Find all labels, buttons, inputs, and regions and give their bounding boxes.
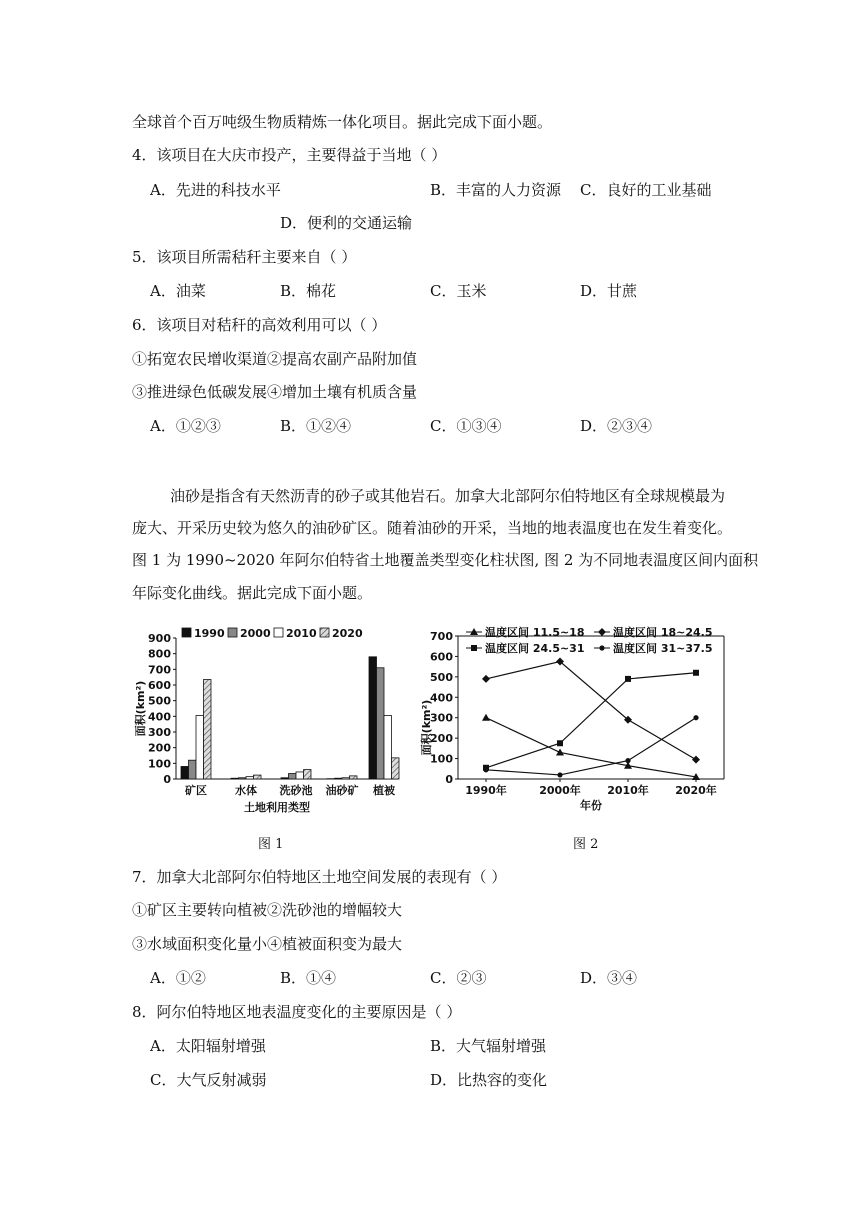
fig1-legend-label: 2020 — [332, 627, 363, 640]
fig2-point-3-1 — [557, 772, 562, 777]
q7-option-d[interactable]: D．③④ — [580, 969, 638, 987]
fig1-x-tick-label: 矿区 — [185, 784, 207, 797]
q7-statements-2: ③水域面积变化量小④植被面积变为最大 — [132, 935, 403, 953]
q8-option-d[interactable]: D．比热容的变化 — [430, 1071, 548, 1089]
fig1-legend-swatch-2000 — [228, 628, 237, 637]
fig2-series-line-1 — [486, 662, 696, 760]
fig2-legend-label: 温度区间 18~24.5 — [613, 626, 713, 639]
q4-option-c[interactable]: C．良好的工业基础 — [580, 181, 712, 199]
fig2-y-tick-label: 700 — [430, 630, 453, 643]
q4-option-b[interactable]: B．丰富的人力资源 — [430, 181, 562, 199]
fig2-y-label: 面积(km²) — [420, 699, 433, 756]
q8-option-b[interactable]: B．大气辐射增强 — [430, 1037, 547, 1055]
q6-option-a[interactable]: A．①②③ — [150, 417, 221, 435]
q4-option-d[interactable]: D．便利的交通运输 — [280, 214, 413, 232]
q4-stem: 4．该项目在大庆市投产，主要得益于当地（ ） — [132, 146, 447, 164]
fig1-bar-2020-4 — [392, 758, 400, 779]
passage-line-3: 图 1 为 1990~2020 年阿尔伯特省土地覆盖类型变化柱状图, 图 2 为不同地表温度区间内面积 — [132, 551, 759, 569]
fig2-point-2-1 — [557, 740, 563, 746]
q8-option-a[interactable]: A．太阳辐射增强 — [150, 1037, 266, 1055]
fig1-bar-1990-1 — [231, 778, 239, 779]
q6-stem: 6．该项目对秸秆的高效利用可以（ ） — [132, 316, 387, 334]
fig2-point-3-3 — [693, 715, 698, 720]
fig1-y-label: 面积(km²) — [134, 680, 147, 737]
fig2-x-label: 年份 — [580, 799, 602, 812]
fig2-y-tick-label: 100 — [430, 752, 453, 766]
fig2-point-0-0 — [482, 714, 490, 721]
fig1-legend-label: 2010 — [286, 627, 317, 640]
fig2-y-tick-label: 600 — [430, 650, 453, 664]
intro-tail: 全球首个百万吨级生物质精炼一体化项目。据此完成下面小题。 — [132, 113, 553, 131]
fig2-point-2-3 — [693, 670, 699, 676]
fig2-legend-label: 温度区间 11.5~18 — [485, 626, 585, 639]
q7-stem: 7．加拿大北部阿尔伯特地区土地空间发展的表现有（ ） — [132, 868, 507, 886]
q8-option-c[interactable]: C．大气反射减弱 — [150, 1071, 267, 1089]
fig2-series-line-3 — [486, 718, 696, 775]
fig1-bar-2000-2 — [289, 774, 297, 779]
fig2-legend-label: 温度区间 24.5~31 — [485, 642, 585, 655]
fig1-y-tick-label: 800 — [148, 647, 171, 661]
fig1-bar-2020-0 — [204, 680, 212, 779]
fig2-point-3-0 — [483, 767, 488, 772]
q6-option-c[interactable]: C．①③④ — [430, 417, 502, 435]
fig2-point-1-3 — [692, 756, 700, 764]
fig1-bar-2020-1 — [254, 775, 262, 779]
q6-option-b[interactable]: B．①②④ — [280, 417, 352, 435]
q5-option-c[interactable]: C．玉米 — [430, 282, 487, 300]
fig1-bar-2020-2 — [304, 770, 312, 779]
fig1-y-tick-label: 200 — [148, 741, 171, 755]
fig1-bar-2000-1 — [239, 778, 247, 779]
fig1-y-tick-label: 400 — [148, 710, 171, 724]
fig1-legend-swatch-1990 — [182, 628, 191, 637]
fig1-bar-2010-2 — [296, 772, 304, 779]
q7-option-a[interactable]: A．①② — [150, 969, 206, 987]
fig2-y-tick-label: 200 — [430, 732, 453, 746]
fig2-point-3-2 — [625, 758, 630, 763]
fig1-bar-2010-0 — [196, 716, 204, 779]
figure-1-bar-chart — [130, 622, 400, 822]
fig1-bar-1990-0 — [181, 766, 189, 779]
passage-line-2: 庞大、开采历史较为悠久的油砂矿区。随着油砂的开采，当地的地表温度也在发生着变化。 — [132, 519, 733, 537]
q7-option-b[interactable]: B．①④ — [280, 969, 337, 987]
fig1-legend-label: 2000 — [240, 627, 271, 640]
q7-statements-1: ①矿区主要转向植被②洗砂池的增幅较大 — [132, 901, 403, 919]
fig1-x-label: 土地利用类型 — [244, 801, 310, 814]
fig1-x-tick-label: 油砂矿 — [325, 784, 359, 797]
fig1-y-tick-label: 100 — [148, 757, 171, 771]
q5-option-b[interactable]: B．棉花 — [280, 282, 337, 300]
fig1-bar-1990-4 — [369, 657, 377, 779]
passage-line-1: 油砂是指含有天然沥青的砂子或其他岩石。加拿大北部阿尔伯特地区有全球规模最为 — [170, 487, 726, 505]
q5-stem: 5．该项目所需秸秆主要来自（ ） — [132, 248, 357, 266]
fig2-point-1-0 — [482, 675, 490, 683]
passage-line-4: 年际变化曲线。据此完成下面小题。 — [132, 584, 373, 602]
fig1-legend-swatch-2020 — [320, 628, 329, 637]
q6-statements-2: ③推进绿色低碳发展④增加土壤有机质含量 — [132, 383, 418, 401]
q6-option-d[interactable]: D．②③④ — [580, 417, 653, 435]
fig2-x-tick-label: 1990年 — [465, 784, 507, 797]
fig2-x-tick-label: 2000年 — [539, 784, 581, 797]
fig2-y-tick-label: 0 — [445, 773, 453, 786]
fig2-point-2-2 — [625, 676, 631, 682]
fig2-point-0-1 — [556, 748, 564, 755]
fig1-y-tick-label: 0 — [163, 773, 171, 786]
fig1-x-tick-label: 水体 — [235, 784, 257, 797]
fig1-legend-label: 1990 — [194, 627, 225, 640]
fig1-y-tick-label: 500 — [148, 694, 171, 708]
q6-statements-1: ①拓宽农民增收渠道②提高农副产品附加值 — [132, 350, 418, 368]
fig1-bar-2020-3 — [350, 776, 358, 779]
fig2-legend-marker-3 — [599, 645, 604, 650]
figure-1-caption: 图 1 — [258, 837, 284, 852]
fig2-y-tick-label: 300 — [430, 711, 453, 725]
q7-option-c[interactable]: C．②③ — [430, 969, 487, 987]
fig2-x-tick-label: 2010年 — [607, 784, 649, 797]
fig1-y-tick-label: 900 — [148, 632, 171, 645]
q8-stem: 8．阿尔伯特地区地表温度变化的主要原因是（ ） — [132, 1003, 462, 1021]
figure-2-line-chart — [418, 622, 730, 822]
fig2-series-line-2 — [486, 673, 696, 768]
fig2-legend-marker-2 — [471, 645, 477, 651]
fig1-bar-2010-1 — [246, 777, 254, 779]
fig1-y-tick-label: 300 — [148, 726, 171, 739]
fig1-bar-2000-3 — [335, 778, 343, 779]
fig1-y-tick-label: 600 — [148, 679, 171, 692]
fig1-bar-2000-0 — [189, 760, 197, 779]
fig2-y-tick-label: 400 — [430, 691, 453, 705]
fig1-bar-2010-3 — [342, 778, 350, 779]
fig2-x-tick-label: 2020年 — [675, 784, 717, 797]
q5-option-d[interactable]: D．甘蔗 — [580, 282, 638, 300]
figure-2-caption: 图 2 — [573, 837, 599, 852]
q4-option-a[interactable]: A．先进的科技水平 — [150, 181, 281, 199]
fig1-legend-swatch-2010 — [274, 628, 283, 637]
fig1-bar-2000-4 — [377, 668, 385, 779]
fig1-y-tick-label: 700 — [148, 663, 171, 677]
fig1-x-tick-label: 洗砂池 — [279, 784, 313, 797]
fig1-x-tick-label: 植被 — [373, 784, 395, 797]
fig2-legend-label: 温度区间 31~37.5 — [613, 642, 713, 655]
fig1-bar-2010-4 — [384, 716, 392, 779]
q5-option-a[interactable]: A．油菜 — [150, 282, 206, 300]
fig2-y-tick-label: 500 — [430, 670, 453, 684]
fig1-bar-1990-2 — [281, 778, 289, 779]
fig2-legend-marker-1 — [598, 628, 606, 636]
